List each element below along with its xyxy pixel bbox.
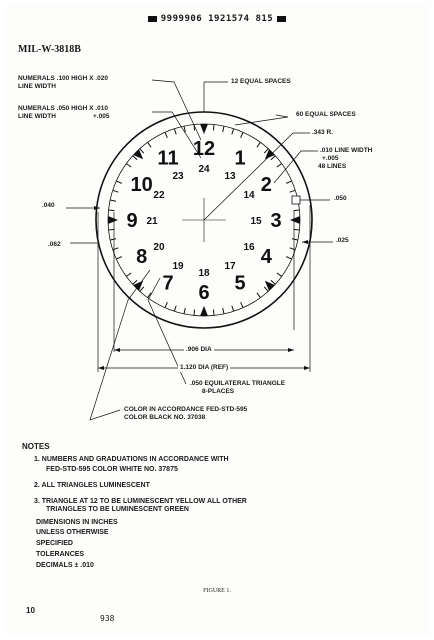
inner-numeral: 16 bbox=[243, 242, 255, 253]
callout-dim-025: .025 bbox=[336, 237, 349, 244]
graduation-tick bbox=[232, 129, 234, 135]
note-3b: TRIANGLES TO BE LUMINESCENT GREEN bbox=[46, 506, 189, 513]
graduation-tick bbox=[110, 239, 116, 240]
graduation-tick bbox=[271, 280, 275, 284]
hour-numeral: 6 bbox=[198, 282, 210, 304]
graduation-tick bbox=[264, 149, 268, 153]
graduation-tick bbox=[277, 164, 282, 168]
luminescent-triangle bbox=[290, 216, 300, 224]
inner-numeral: 17 bbox=[224, 261, 236, 273]
graduation-tick bbox=[223, 308, 224, 314]
handwritten-number: 938 bbox=[100, 614, 115, 623]
hour-numeral: 5 bbox=[234, 272, 246, 295]
graduation-tick bbox=[286, 181, 291, 183]
graduation-tick bbox=[194, 310, 195, 316]
note-1b: FED-STD-595 COLOR WHITE NO. 37875 bbox=[46, 466, 178, 473]
luminescent-triangle bbox=[200, 306, 208, 316]
hour-numeral: 9 bbox=[126, 210, 138, 232]
callout-color-2: COLOR BLACK NO. 37038 bbox=[124, 414, 206, 421]
graduation-tick bbox=[294, 229, 300, 230]
inner-numeral: 23 bbox=[172, 170, 184, 182]
graduation-tick bbox=[165, 302, 167, 307]
hour-numeral: 7 bbox=[162, 272, 174, 295]
hour-numeral: 4 bbox=[260, 246, 272, 268]
graduation-tick bbox=[213, 125, 214, 131]
inner-numeral: 22 bbox=[153, 190, 165, 201]
graduation-tick bbox=[223, 126, 224, 132]
dimensions-line3: SPECIFIED bbox=[36, 540, 73, 547]
graduation-tick bbox=[264, 287, 268, 291]
callout-numerals-small-line2: LINE WIDTH bbox=[18, 113, 56, 120]
graduation-tick bbox=[241, 302, 243, 307]
graduation-tick bbox=[140, 287, 144, 291]
callout-dim-040: .040 bbox=[42, 202, 55, 209]
page-number: 10 bbox=[26, 606, 35, 615]
callout-color-1: COLOR IN ACCORDANCE FED-STD-595 bbox=[124, 406, 248, 413]
graduation-tick bbox=[294, 210, 300, 211]
hour-numeral: 3 bbox=[270, 210, 282, 232]
callout-numerals-large-line2: LINE WIDTH bbox=[18, 83, 56, 90]
graduation-tick bbox=[126, 164, 131, 168]
callout-triangle-1: .050 EQUILATERAL TRIANGLE bbox=[190, 380, 286, 387]
callout-numerals-large-line1: NUMERALS .100 HIGH X .020 bbox=[18, 75, 108, 82]
inner-numeral: 24 bbox=[198, 164, 210, 175]
graduation-tick bbox=[113, 248, 119, 250]
graduation-tick bbox=[277, 273, 282, 277]
callout-numerals-small-tolerance: +.005 bbox=[93, 113, 110, 120]
hour-numeral: 2 bbox=[260, 174, 272, 196]
callout-radius: .343 R. bbox=[312, 129, 333, 136]
note-3a: 3. TRIANGLE AT 12 TO BE LUMINESCENT YELLOW ALL OTHER bbox=[34, 498, 247, 505]
graduation-tick bbox=[257, 142, 261, 147]
hour-numeral: 11 bbox=[157, 147, 179, 170]
graduation-tick bbox=[109, 210, 115, 211]
graduation-tick bbox=[290, 248, 296, 250]
graduation-tick bbox=[292, 239, 298, 240]
inner-numeral: 15 bbox=[250, 216, 262, 227]
graduation-tick bbox=[271, 156, 275, 160]
inner-numeral: 21 bbox=[146, 216, 158, 227]
document-id: MIL-W-3818B bbox=[18, 44, 81, 55]
graduation-tick bbox=[113, 190, 119, 192]
hour-numeral: 8 bbox=[136, 246, 148, 268]
dimensions-line1: DIMENSIONS IN INCHES bbox=[36, 519, 118, 526]
callout-line-width-2: +.005 bbox=[322, 155, 339, 162]
callout-line-width-3: 48 LINES bbox=[318, 163, 347, 170]
dimensions-line5: DECIMALS ± .010 bbox=[36, 562, 94, 569]
callout-dia-1120: 1.120 DIA (REF) bbox=[180, 364, 229, 371]
graduation-tick bbox=[257, 293, 261, 298]
graduation-tick bbox=[184, 308, 185, 314]
dim-box-050 bbox=[292, 196, 300, 204]
graduation-tick bbox=[110, 200, 116, 201]
hour-numeral: 12 bbox=[192, 138, 216, 160]
inner-numeral: 14 bbox=[243, 190, 255, 201]
callout-dia-906: .906 DIA bbox=[186, 346, 212, 353]
leader-radius bbox=[204, 133, 310, 220]
graduation-tick bbox=[133, 280, 137, 284]
graduation-tick bbox=[232, 306, 234, 312]
graduation-tick bbox=[165, 132, 167, 137]
dimensions-line2: UNLESS OTHERWISE bbox=[36, 529, 109, 536]
notes-title: NOTES bbox=[22, 442, 50, 451]
inner-numeral: 19 bbox=[172, 261, 184, 273]
note-1a: 1. NUMBERS AND GRADUATIONS IN ACCORDANCE WITH bbox=[34, 456, 229, 463]
note-2: 2. ALL TRIANGLES LUMINESCENT bbox=[34, 482, 150, 489]
graduation-tick bbox=[116, 181, 121, 183]
graduation-tick bbox=[116, 257, 121, 259]
graduation-tick bbox=[174, 129, 176, 135]
leader-line-width bbox=[274, 151, 318, 183]
hour-numeral: 10 bbox=[130, 174, 153, 196]
inner-numeral: 18 bbox=[198, 268, 210, 279]
figure-caption: FIGURE 1. bbox=[203, 588, 231, 594]
callout-triangle-2: 8-PLACES bbox=[202, 388, 235, 395]
leader-numerals-large bbox=[152, 80, 201, 140]
callout-dim-062: .062 bbox=[48, 241, 61, 248]
luminescent-triangle bbox=[108, 216, 118, 224]
callout-twelve-equal: 12 EQUAL SPACES bbox=[231, 78, 291, 85]
graduation-tick bbox=[133, 156, 137, 160]
graduation-tick bbox=[213, 310, 214, 316]
hour-numeral: 1 bbox=[234, 147, 246, 170]
graduation-tick bbox=[241, 132, 243, 137]
callout-line-width-1: .010 LINE WIDTH bbox=[320, 147, 373, 154]
callout-dim-050: .050 bbox=[334, 195, 347, 202]
graduation-tick bbox=[148, 142, 152, 147]
graduation-tick bbox=[140, 149, 144, 153]
graduation-tick bbox=[126, 273, 131, 277]
graduation-tick bbox=[174, 306, 176, 312]
header-code-text: 9999906 1921574 815 bbox=[160, 14, 274, 24]
inner-numeral: 13 bbox=[224, 170, 236, 182]
inner-numeral: 20 bbox=[153, 242, 165, 253]
graduation-tick bbox=[290, 190, 296, 192]
luminescent-triangle bbox=[200, 124, 208, 134]
callout-numerals-small-line1: NUMERALS .050 HIGH X .010 bbox=[18, 105, 108, 112]
graduation-tick bbox=[109, 229, 115, 230]
callout-sixty-equal: 60 EQUAL SPACES bbox=[296, 111, 356, 118]
dimensions-line4: TOLERANCES bbox=[36, 551, 85, 558]
graduation-tick bbox=[286, 257, 291, 259]
